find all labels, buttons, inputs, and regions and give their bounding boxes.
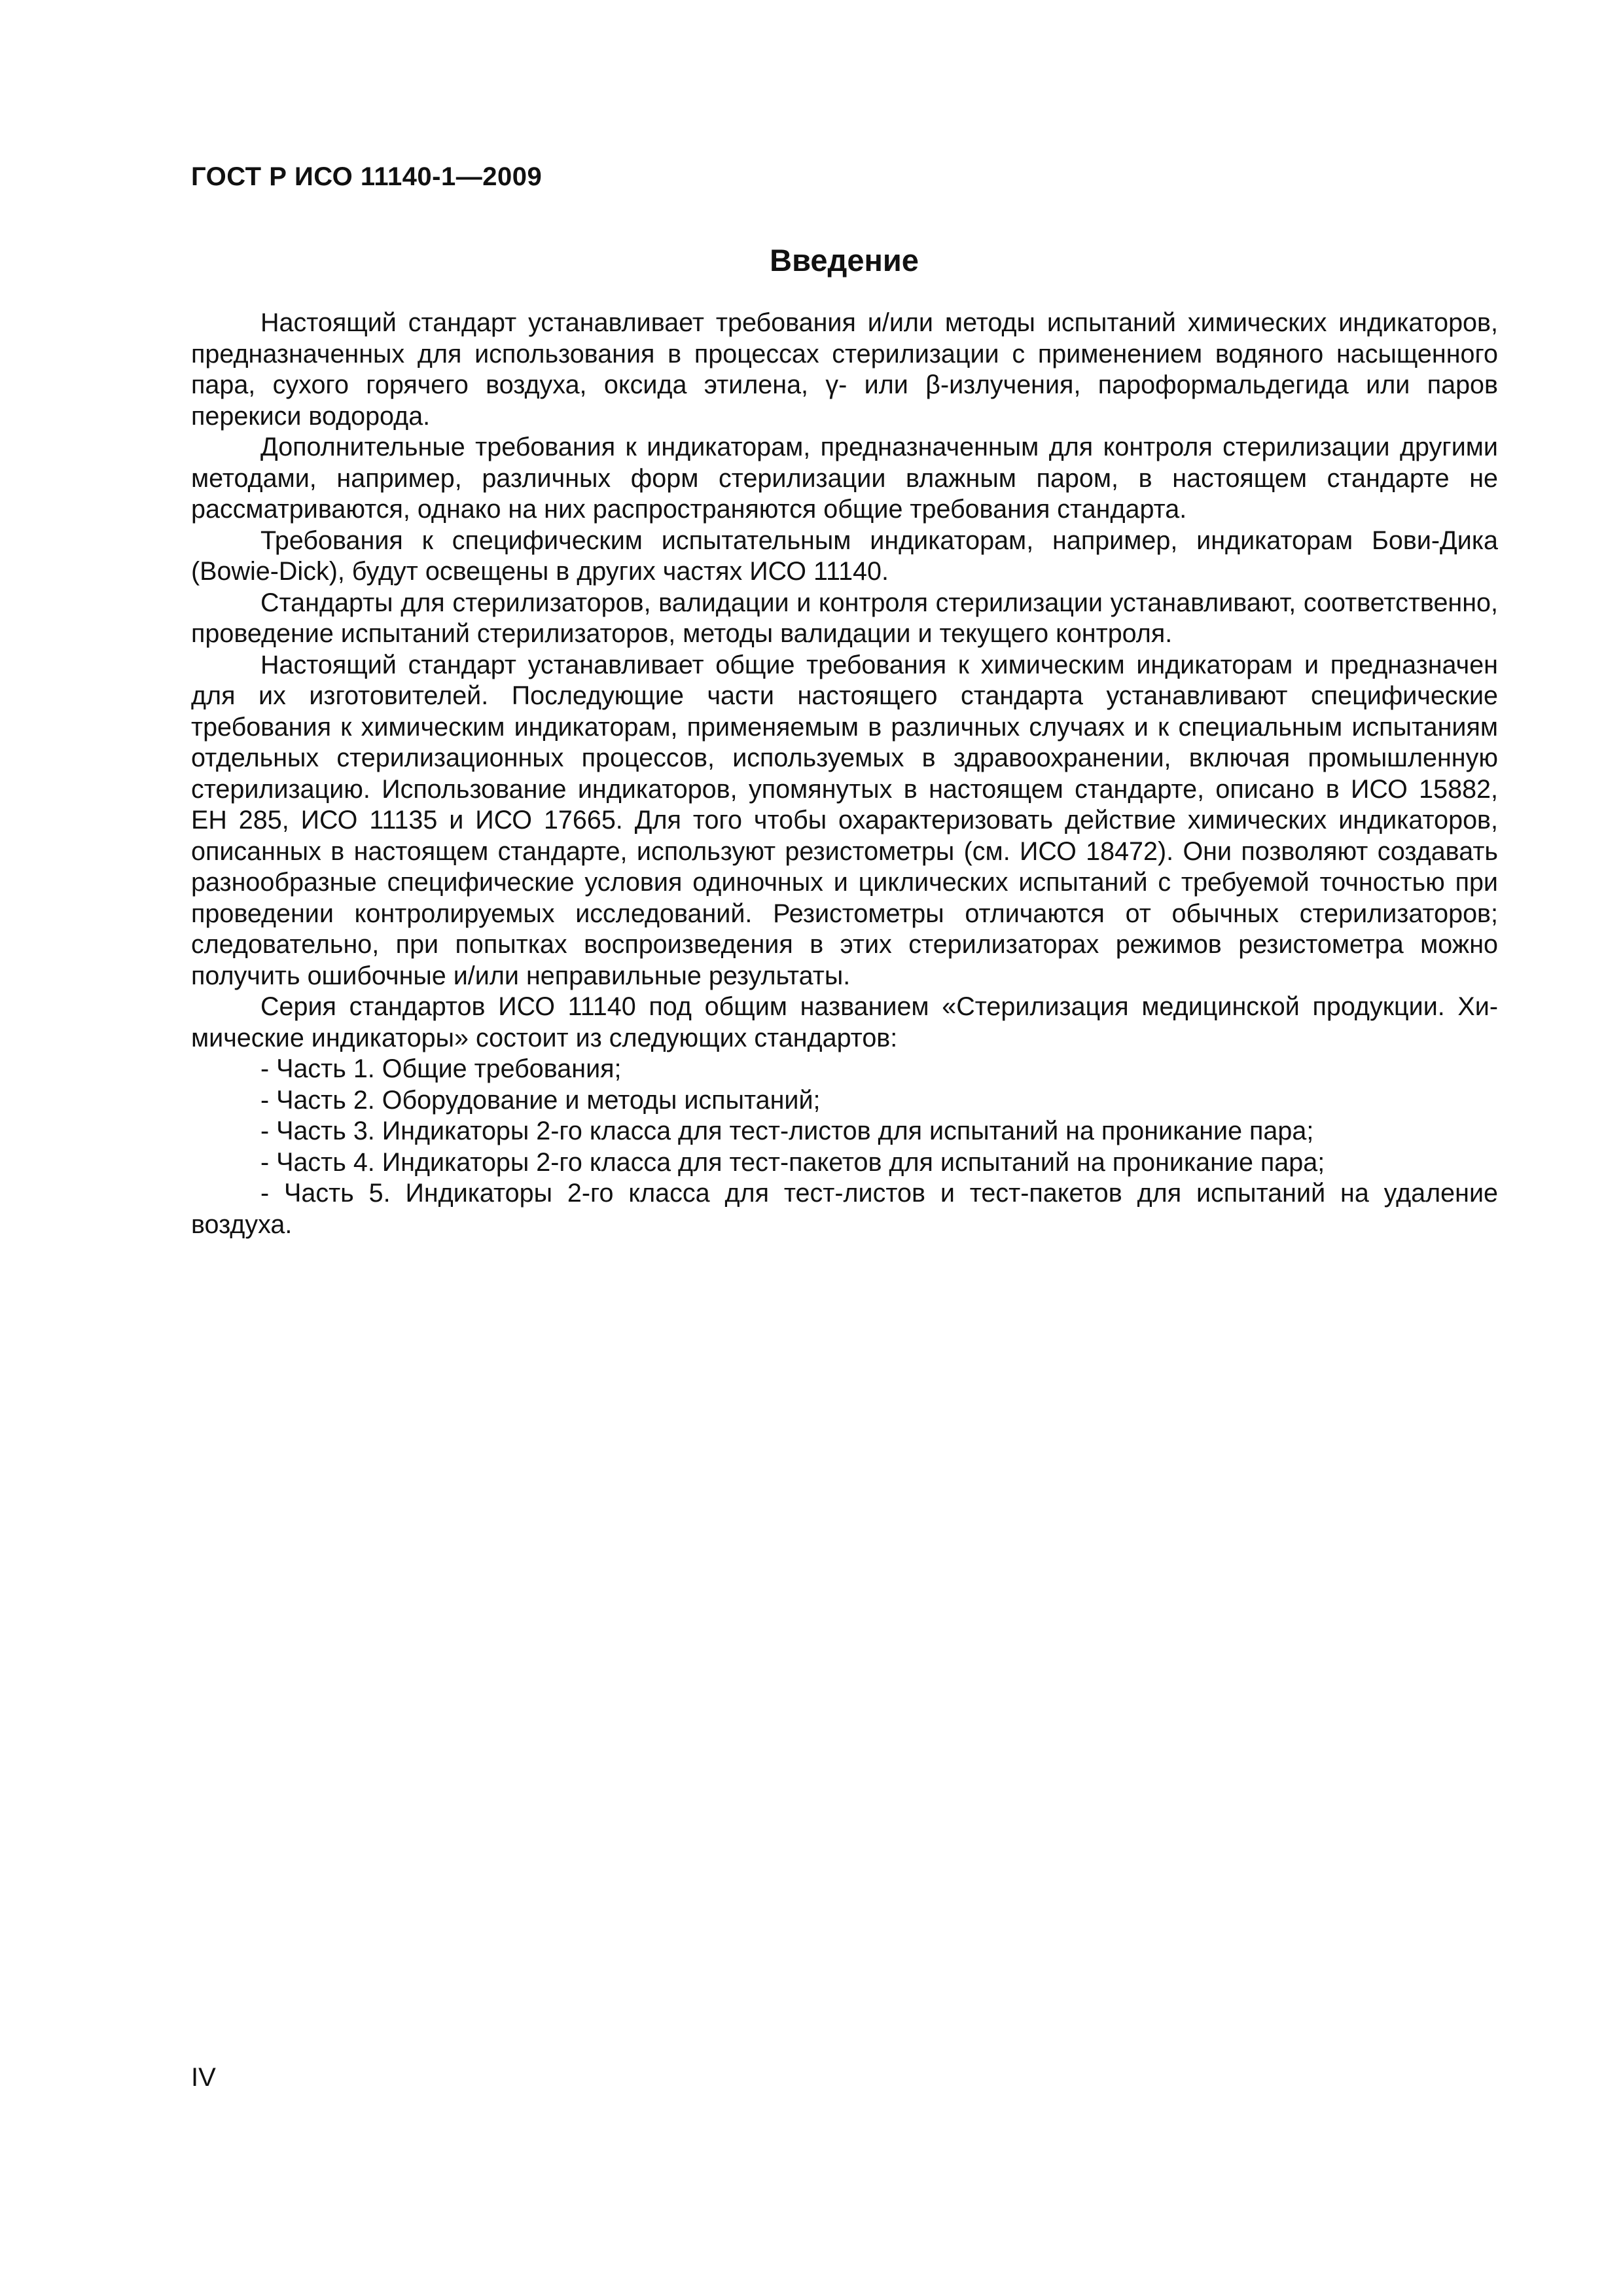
paragraph-specific-indicators: Требования к специфическим испытательным индикаторам, например, индикаторам Бови-Дика (Bowie-Dick), будут освещены в других частях ИСО 11140. xyxy=(191,526,1498,586)
paragraph-additional-requirements: Дополнительные требования к индикаторам, предназначенным для контроля стерилизации другими методами, например, различных форм стерилизации влажным паром, в настоящем стандарте не рассматриваются, однако на них распространяются общие требования стандарта. xyxy=(191,433,1498,524)
paragraph-series-intro: Серия стандартов ИСО 11140 под общим названием «Стерилизация медицинской продукции. Химические индикаторы» состоит из следующих стандартов: xyxy=(191,992,1498,1052)
section-title: Введение xyxy=(770,243,919,278)
list-item: - Часть 3. Индикаторы 2-го класса для тест-листов для испытаний на проникание пара; xyxy=(260,1117,1314,1145)
paragraph-general-requirements: Настоящий стандарт устанавливает общие требования к химическим индикаторам и предназначен для их изготовителей. Последующие части настоящего стандарта устанавливают специфические требования к химическим индикаторам, применяемым в различных случаях и к специальным испытаниям отдельных стерилизационных процессов, используемых в здравоохранении, включая промышленную стерилизацию. Использование индикаторов, упомянутых в настоящем стандарте, описано в ИСО 15882, ЕН 285, ИСО 11135 и ИСО 17665. Для того чтобы охарактеризовать действие химических индикаторов, описанных в настоящем стандарте, используют резистометры (см. ИСО 18472). Они позволяют создавать разнообразные специфические условия одиночных и циклических испытаний с требуемой точностью при проведении контролируемых исследований. Резистометры отличаются от обычных стерилизаторов; следовательно, при попытках воспроизведения в этих стерилизаторах режимов резистометра можно получить ошибочные и/или неправильные результаты. xyxy=(191,650,1498,990)
list-item: - Часть 5. Индикаторы 2-го класса для тест-листов и тест-пакетов для испытаний на удаление воздуха. xyxy=(191,1179,1498,1239)
list-item: - Часть 2. Оборудование и методы испытаний; xyxy=(260,1085,821,1115)
paragraph-scope: Настоящий стандарт устанавливает требования и/или методы испытаний химических индикаторов, предназначенных для использования в процессах стерилизации с применением водяного насыщенного пара, сухого горячего воздуха, оксида этилена, γ- или β-излучения, пароформальдегида или паров перекиси водорода. xyxy=(191,308,1498,431)
list-item: - Часть 4. Индикаторы 2-го класса для тест-пакетов для испытаний на проникание пара; xyxy=(260,1147,1325,1177)
page-number: IV xyxy=(191,2063,216,2092)
list-item: - Часть 1. Общие требования; xyxy=(260,1054,622,1083)
introduction-body xyxy=(191,308,1498,1240)
series-parts-list xyxy=(191,1054,1498,1240)
paragraph-sterilizer-standards: Стандарты для стерилизаторов, валидации и контроля стерилизации устанавливают, соответственно, проведение испытаний стерилизаторов, методы валидации и текущего контроля. xyxy=(191,588,1498,648)
document-code-header: ГОСТ Р ИСО 11140-1—2009 xyxy=(191,162,543,191)
